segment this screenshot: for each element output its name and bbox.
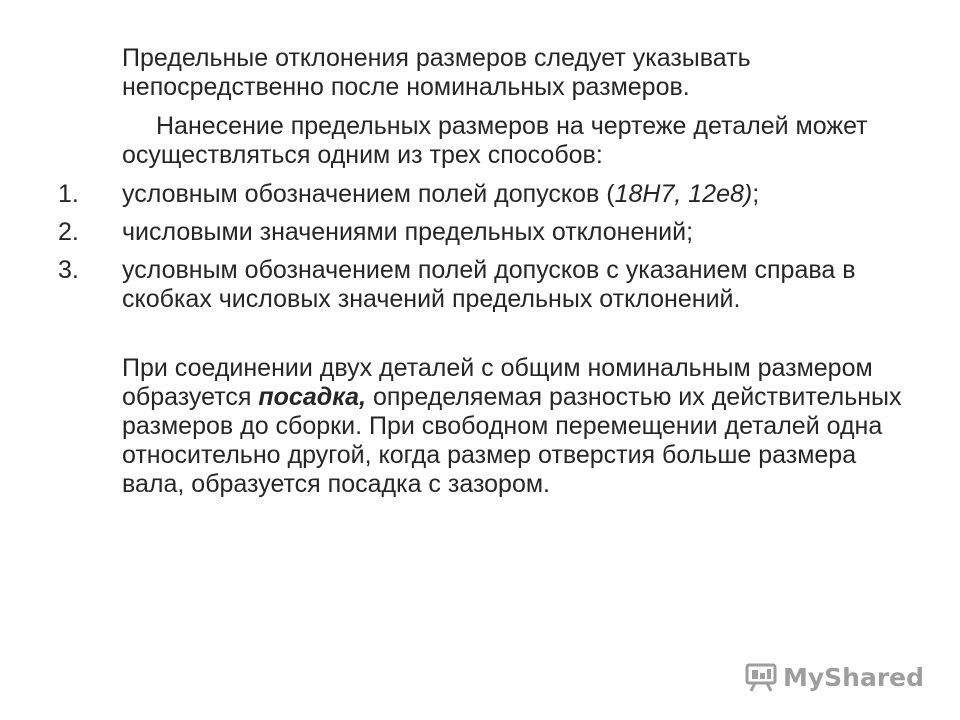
- list-item-text: [122, 180, 912, 209]
- paragraph-text-part: При соединении двух деталей с общим номинальным размером образуется: [122, 354, 873, 411]
- list-item-text-part: ;: [752, 180, 760, 208]
- presentation-board-icon: [745, 662, 777, 692]
- tolerance-example: 18H7, 12e8): [614, 180, 753, 208]
- list-item-number: 3.: [58, 256, 79, 284]
- paragraph-fit-definition: [122, 354, 912, 499]
- paragraph-tolerance-placement: Предельные отклонения размеров следует указывать непосредственно после номинальных размеров.: [122, 44, 751, 101]
- list-item-text: условным обозначением полей допусков с указанием справа в скобках числовых значений предельных отклонений.: [122, 256, 856, 313]
- watermark-text: MyShared: [782, 662, 924, 692]
- term-fit: посадка,: [258, 383, 367, 411]
- list-item-text-part: условным обозначением полей допусков (: [122, 180, 615, 208]
- paragraph-methods-intro: Нанесение предельных размеров на чертеже деталей может осуществляться одним из трех способов:: [122, 112, 868, 169]
- paragraph-text-part: определяемая разностью их действительных размеров до сборки. При свободном перемещении деталей одна относительно другой, когда размер отверстия больше размера вала, образуется посадка с зазором.: [122, 383, 902, 498]
- list-item-number: 1.: [58, 180, 79, 208]
- list-item-text: числовыми значениями предельных отклонений;: [122, 218, 694, 246]
- list-item-number: 2.: [58, 218, 79, 246]
- watermark: [745, 662, 924, 692]
